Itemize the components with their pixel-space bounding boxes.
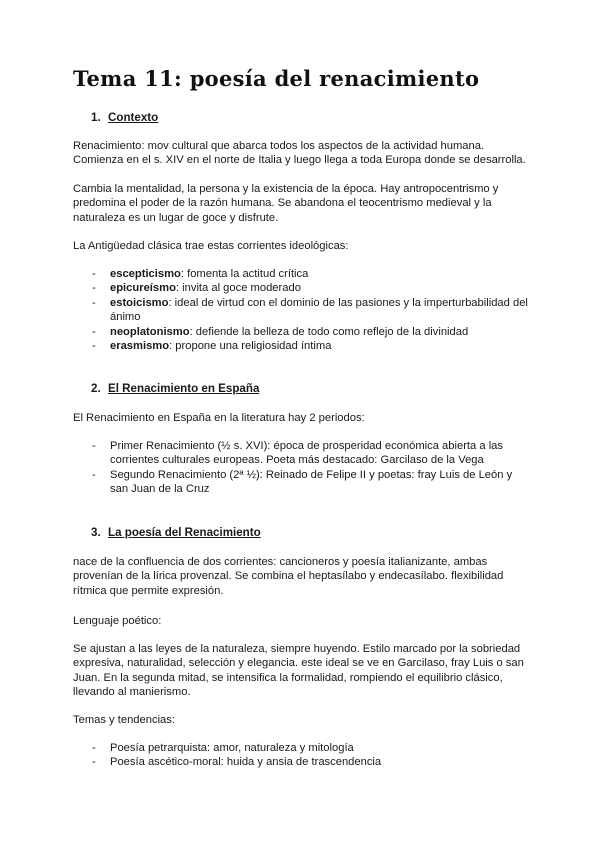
paragraph: nace de la confluencia de dos corrientes: cancioneros y poesía italianizante, ambas provenían de la lírica provenzal. Se combina el heptasílabo y endecasílabo. flexibilidad rítmica que permite expresión. [73, 556, 504, 597]
list-desc: : fomenta la actitud crítica [180, 268, 309, 280]
section-heading-contexto [91, 111, 158, 124]
paragraph: La Antigüedad clásica trae estas corrientes ideológicas: [73, 240, 349, 252]
section-heading-renacimiento-espana [91, 382, 259, 395]
paragraph: Temas y tendencias: [73, 714, 175, 726]
bullet-dash: - [92, 325, 96, 338]
list-desc: : defiende la belleza de todo como reflejo de la divinidad [189, 325, 469, 338]
periods-list [92, 439, 532, 497]
list-desc: : invita al goce moderado [175, 282, 301, 295]
section-title: El Renacimiento en España [108, 382, 260, 395]
list-item [92, 267, 532, 281]
bullet-dash: - [92, 742, 96, 754]
list-item [92, 296, 532, 325]
section-number: 3. [91, 526, 101, 539]
bullet-dash: - [92, 268, 96, 280]
bullet-dash: - [92, 468, 96, 481]
list-desc: : ideal de virtud con el dominio de las pasiones y la imperturbabilidad del ánimo [110, 296, 528, 324]
paragraph: Renacimiento: mov cultural que abarca todos los aspectos de la actividad humana. Comienza en el s. XIV en el norte de Italia y luego llega a toda Europa donde se desarrolla. [73, 140, 526, 167]
list-item [92, 755, 532, 769]
bullet-dash: - [92, 340, 96, 353]
bullet-dash: - [92, 756, 96, 769]
page-title: Tema 11: poesía del renacimiento [73, 66, 480, 91]
bullet-dash: - [92, 440, 96, 452]
themes-list [92, 741, 532, 770]
bullet-dash: - [92, 296, 96, 309]
list-text: Poesía ascético-moral: huida y ansia de trascendencia [110, 756, 382, 769]
list-item [92, 325, 532, 339]
section-title: Contexto [108, 111, 159, 124]
paragraph: Lenguaje poético: [73, 615, 162, 627]
list-term: erasmismo [110, 340, 170, 353]
section-heading-poesia-renacimiento [91, 526, 261, 539]
ideology-list [92, 267, 532, 353]
list-term: escepticismo [110, 268, 181, 280]
list-text: Primer Renacimiento (½ s. XVI): época de prosperidad económica abierta a las corrientes culturales europeas. Poeta más destacado: Garcilaso de la Vega [110, 440, 503, 467]
list-term: epicureísmo [110, 282, 176, 295]
list-desc: : propone una religiosidad íntima [169, 340, 332, 353]
paragraph: Se ajustan a las leyes de la naturaleza, siempre huyendo. Estilo marcado por la sobriedad expresiva, naturalidad, selección y elegancia. este ideal se ve en Garcilaso, fray Luis o san Juan. En la segunda mitad, se intensifica la formalidad, rompiendo el equilibrio clásico, llevando al manierismo. [73, 643, 524, 699]
list-text: Poesía petrarquista: amor, naturaleza y mitología [110, 742, 354, 754]
section-number: 2. [91, 382, 101, 395]
list-item [92, 741, 532, 755]
list-item [92, 468, 532, 497]
paragraph: El Renacimiento en España en la literatura hay 2 periodos: [73, 412, 365, 424]
list-item [92, 281, 532, 295]
list-item [92, 439, 532, 468]
paragraph: Cambia la mentalidad, la persona y la existencia de la época. Hay antropocentrismo y predomina el poder de la razón humana. Se abandona el teocentrismo medieval y la naturaleza es un lugar de goce y disfrute. [73, 183, 499, 224]
list-term: estoicismo [110, 296, 169, 309]
list-term: neoplatonismo [110, 325, 190, 338]
section-title: La poesía del Renacimiento [108, 526, 261, 539]
bullet-dash: - [92, 282, 96, 295]
list-item [92, 339, 532, 353]
list-text: Segundo Renacimiento (2ª ½): Reinado de Felipe II y poetas: fray Luis de León y san Juan de la Cruz [110, 468, 513, 496]
section-number: 1. [91, 111, 101, 124]
